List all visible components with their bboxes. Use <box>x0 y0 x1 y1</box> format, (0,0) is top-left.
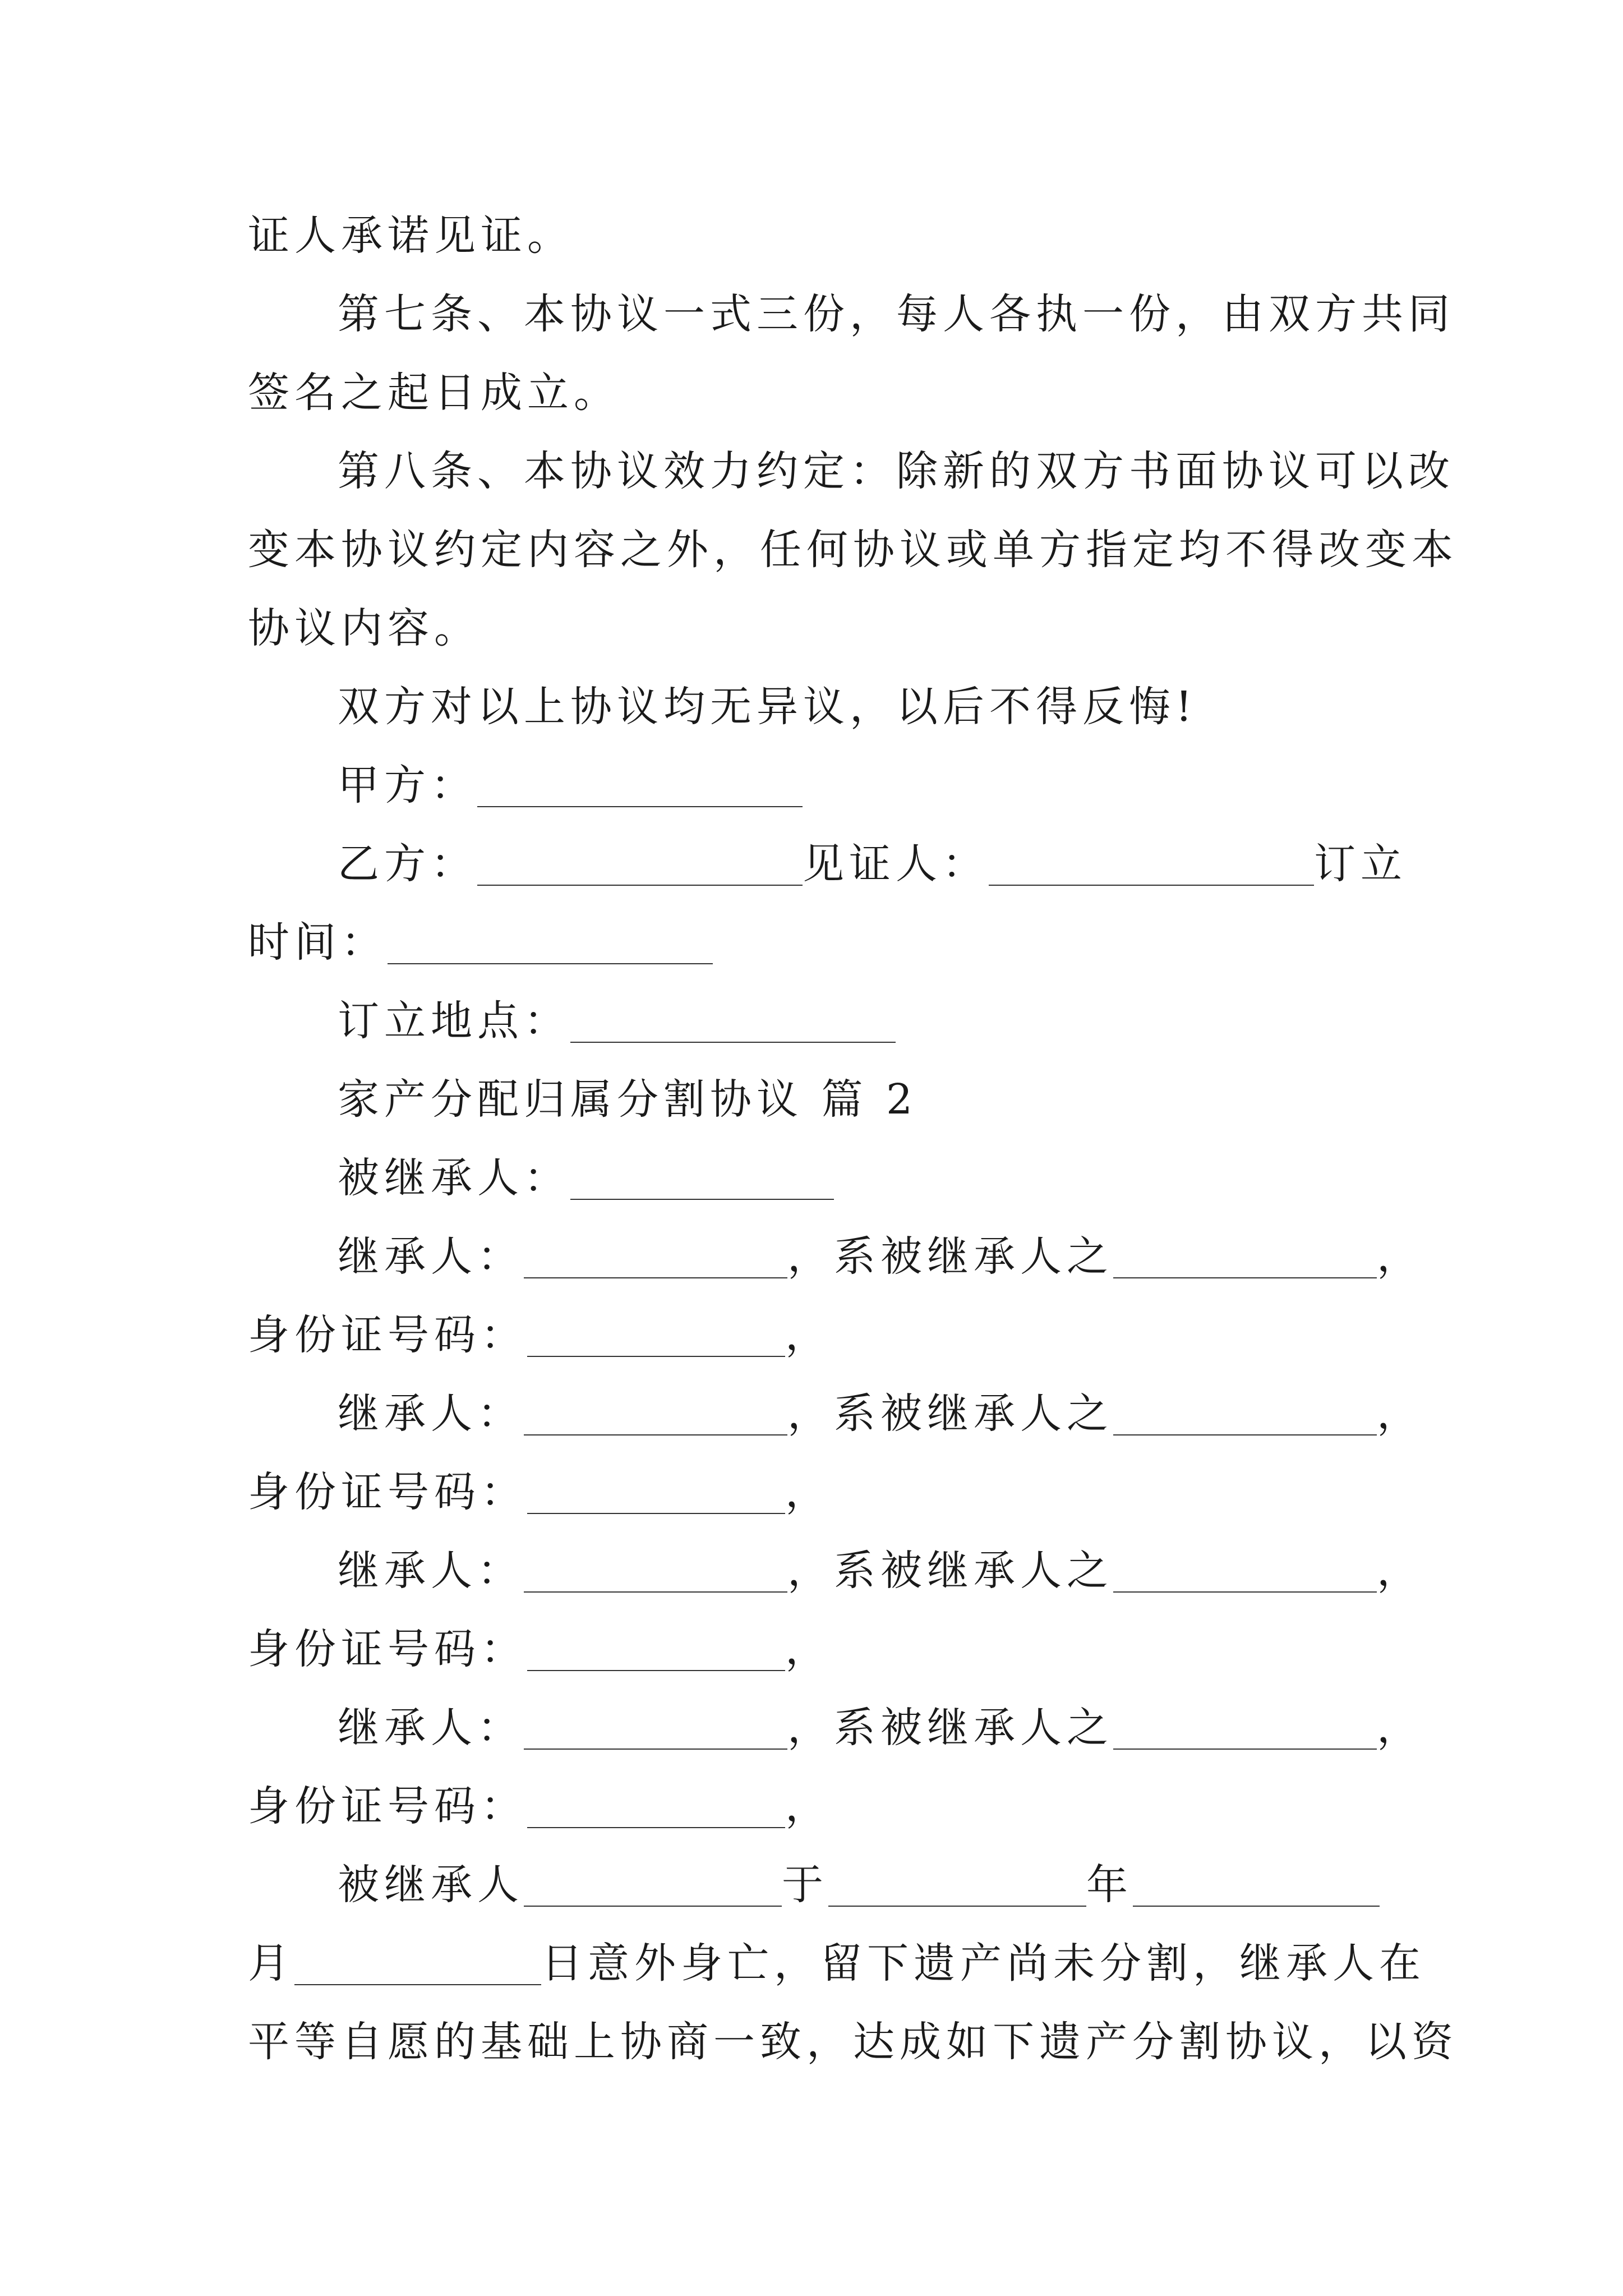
id-label: 身份证号码： <box>248 1468 527 1516</box>
id-line <box>248 1610 1375 1688</box>
sign-place-label: 订立地点： <box>338 997 570 1045</box>
section-title <box>248 1060 1375 1139</box>
text: 日意外身亡，留下遗产尚未分割，继承人在 <box>541 1939 1426 1987</box>
section-heading: 家产分配归属分割协议 篇 2 <box>338 1075 918 1124</box>
id-label: 身份证号码： <box>248 1311 527 1359</box>
sign-place-blank <box>570 997 896 1043</box>
id-blank <box>527 1468 785 1514</box>
comma: ， <box>1377 1547 1423 1595</box>
text: 变本协议约定内容之外，任何协议或单方指定均不得改变本 <box>248 526 1458 574</box>
heir-name-blank <box>524 1704 787 1750</box>
clause-8 <box>248 432 1455 510</box>
heir-label: 继承人： <box>338 1704 524 1752</box>
comma: ， <box>785 1625 832 1673</box>
sign-time-line <box>248 903 1375 982</box>
party-a-label: 甲方： <box>338 761 477 809</box>
id-label: 身份证号码： <box>248 1625 527 1673</box>
comma: ， <box>785 1311 832 1359</box>
relation-label: ，系被继承人之 <box>787 1547 1113 1595</box>
text-line <box>248 353 1375 432</box>
id-blank <box>527 1311 785 1357</box>
heir-label: 继承人： <box>338 1232 524 1281</box>
decedent-name-blank <box>524 1861 782 1907</box>
text-line <box>248 1924 1426 2003</box>
id-line <box>248 1296 1375 1374</box>
relation-label: ，系被继承人之 <box>787 1389 1113 1438</box>
clause-7 <box>248 275 1455 353</box>
party-b-blank <box>477 840 803 886</box>
relation-blank <box>1113 1704 1377 1750</box>
comma: ， <box>1377 1704 1423 1752</box>
relation-label: ，系被继承人之 <box>787 1704 1113 1752</box>
text: 签名之起日成立。 <box>248 369 620 417</box>
sign-time-label: 订立 <box>1314 840 1407 888</box>
id-label: 身份证号码： <box>248 1782 527 1830</box>
party-b-label: 乙方： <box>338 840 477 888</box>
text: 协议内容。 <box>248 604 481 652</box>
sign-time-blank <box>388 918 713 964</box>
agreement-statement <box>248 668 1375 746</box>
day-blank <box>294 1939 541 1985</box>
heir-line <box>248 1217 1423 1296</box>
party-b-line <box>248 825 1407 903</box>
month-blank <box>1133 1861 1380 1907</box>
sign-time-label: 时间： <box>248 918 388 967</box>
id-blank <box>527 1625 785 1671</box>
decedent-label: 被继承人 <box>338 1861 524 1909</box>
party-a-line <box>248 746 1375 825</box>
text: 平等自愿的基础上协商一致，达成如下遗产分割协议，以资 <box>248 2018 1458 2066</box>
sign-place-line <box>248 982 1375 1060</box>
heir-line <box>248 1688 1423 1767</box>
year-label: 年 <box>1086 1861 1133 1909</box>
decedent-label: 被继承人： <box>338 1154 570 1202</box>
heir-label: 继承人： <box>338 1389 524 1438</box>
text-line <box>248 2003 1458 2081</box>
year-blank <box>828 1861 1086 1907</box>
comma: ， <box>1377 1389 1423 1438</box>
witness-blank <box>989 840 1314 886</box>
party-a-blank <box>477 761 803 807</box>
heir-name-blank <box>524 1232 787 1278</box>
text: 证人承诺见证。 <box>248 211 574 260</box>
text-line <box>248 510 1458 589</box>
id-line <box>248 1767 1375 1846</box>
comma: ， <box>785 1468 832 1516</box>
relation-label: ，系被继承人之 <box>787 1232 1113 1281</box>
text: 第八条、本协议效力约定：除新的双方书面协议可以改 <box>338 447 1455 495</box>
heir-line <box>248 1374 1423 1453</box>
month-label: 月 <box>248 1939 294 1987</box>
relation-blank <box>1113 1232 1377 1278</box>
comma: ， <box>785 1782 832 1830</box>
heir-name-blank <box>524 1547 787 1593</box>
decedent-blank <box>570 1154 834 1200</box>
yu-label: 于 <box>782 1861 828 1909</box>
text-line <box>248 196 1375 275</box>
witness-label: 见证人： <box>803 840 989 888</box>
text: 双方对以上协议均无异议，以后不得反悔! <box>338 683 1197 731</box>
heir-label: 继承人： <box>338 1547 524 1595</box>
heir-line <box>248 1531 1423 1610</box>
id-blank <box>527 1782 785 1828</box>
text-line <box>248 589 1375 668</box>
text: 第七条、本协议一式三份，每人各执一份，由双方共同 <box>338 290 1455 338</box>
heir-name-blank <box>524 1389 787 1435</box>
comma: ， <box>1377 1232 1423 1281</box>
decedent-line <box>248 1139 1375 1217</box>
relation-blank <box>1113 1389 1377 1435</box>
decedent-paragraph-line <box>248 1846 1375 1924</box>
relation-blank <box>1113 1547 1377 1593</box>
id-line <box>248 1453 1375 1531</box>
